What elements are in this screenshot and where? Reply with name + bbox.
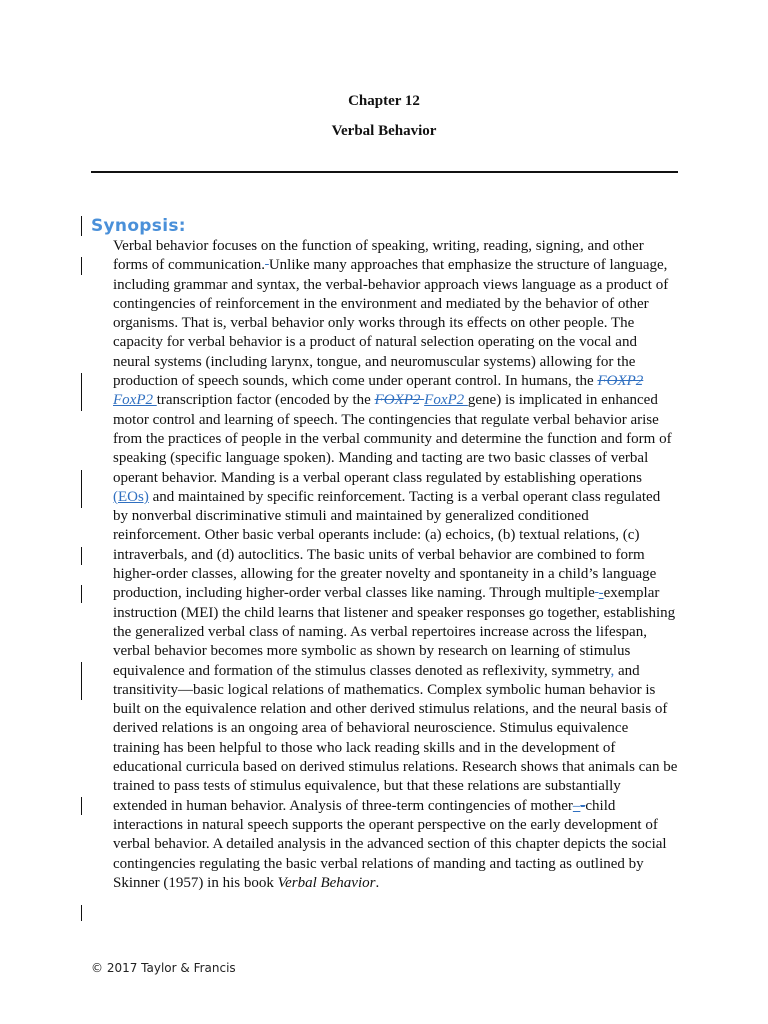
inserted-text: - [598,585,604,602]
deleted-text: - [580,797,586,814]
copyright-footer: © 2017 Taylor & Francis [91,961,236,975]
synopsis-text: Verbal behavior focuses on the function of speaking, writing, reading, signing, and other forms of communication. [113,238,644,274]
change-bar [81,373,82,411]
change-bar [81,216,82,236]
inserted-text: – [572,797,581,814]
inserted-text: FoxP2 [424,392,468,409]
change-bar [81,905,82,921]
synopsis-text: and maintained by specific reinforcement. Tacting is a verbal operant class regulated by nonverbal discriminative stimuli and maintained by generalized conditioned reinforcement. Other basic verbal operants include: (a) echoics, (b) textual relations, (c) intraverbals, and (d) autoclitics. [113,488,661,563]
deleted-text: FOXP2 [374,392,425,409]
synopsis-text: and transitivity—basic logical relations of mathematics. [113,662,640,698]
deleted-text: FOXP2 [597,373,644,390]
change-bar [81,662,82,700]
inserted-text: , [610,662,615,679]
synopsis-text: Unlike many approaches that emphasize the structure of language, including grammar and syntax, the verbal-behavior approach views language as a product of contingencies of reinforcement in the environment and mediated by the behavior of other organisms. That is, verbal behavior only works through its effects on other people. The capacity for verbal behavior is a product of natural selection operating on the vocal and neural systems (including larynx, tongue, and neuromuscular systems) allowing for the production of speech sounds, which come under operant control. In humans, the [113,257,669,390]
inserted-text: (EOs) [113,488,149,505]
change-bar [81,470,82,508]
synopsis-heading: Synopsis: [91,216,186,236]
inserted-text: FoxP2 [113,392,157,409]
synopsis-text: Complex symbolic human behavior is built on the equivalence relation and other derived stimulus relations, and the neural basis of derived relations is an ongoing area of behavioral neuroscience. Stimulus equivalence training has been helpful to those who lack reading skills and in the development of educational curricula based on derived stimulus relations. Research shows that animals can be trained to pass tests of stimulus equivalence, but that these relations are substantially extended in human behavior. Analysis of three-term contingencies of mother [113,681,678,814]
change-bar [81,547,82,565]
synopsis-text: . [375,874,380,891]
change-bar [81,797,82,815]
change-bar [81,257,82,275]
change-bar [81,585,82,603]
chapter-title: Verbal Behavior [331,123,437,139]
synopsis-text: The basic units of verbal behavior are combined to form higher-order classes, allowing for the greater novelty and spontaneity in a child’s language production, including higher-order verbal classes like naming. Through multiple [113,546,657,602]
synopsis-text: gene) is implicated in enhanced motor control and learning of speech. The contingencies that regulate verbal behavior arise from the practices of people in the verbal community and determine the function and form of speaking (specific language spoken). Manding and tacting are two basic classes of verbal operant behavior. Manding is a verbal operant class regulated by establishing operations [113,392,672,486]
synopsis-body [113,237,678,893]
synopsis-text: transcription factor (encoded by the [156,392,375,409]
synopsis-text: exemplar instruction (MEI) the child learns that listener and speaker responses go together, establishing the generalized verbal class of naming. As verbal repertoires increase across the lifespan, verbal behavior becomes more symbolic as shown by research on learning of stimulus equivalence and formation of the stimulus classes denoted as reflexivity, symmetry [113,585,676,679]
book-title: Verbal Behavior [277,874,376,891]
synopsis-text: child interactions in natural speech supports the operant perspective on the early development of verbal behavior. A detailed analysis in the advanced section of this chapter depicts the social contingencies regulating the basic verbal relations of manding and tacting as outlined by Skinner (1957) in his book [113,797,667,891]
chapter-number: Chapter 12 [348,93,420,109]
header-divider [91,171,678,173]
